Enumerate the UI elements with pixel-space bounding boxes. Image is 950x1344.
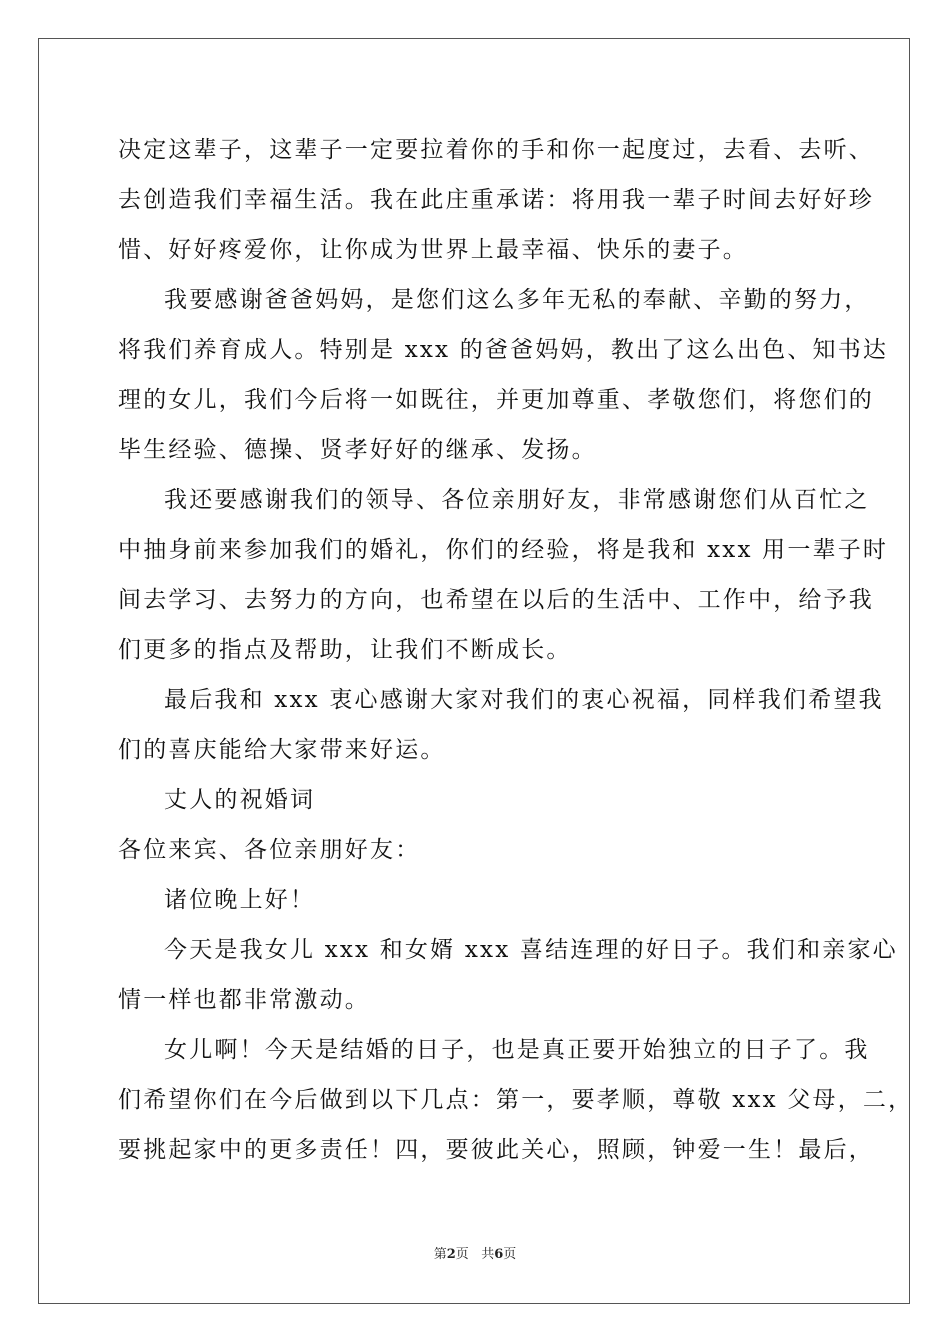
text-line: 将我们养育成人。特别是 xxx 的爸爸妈妈，教出了这么出色、知书达: [118, 337, 889, 363]
text-line: 我要感谢爸爸妈妈，是您们这么多年无私的奉献、辛勤的努力，: [164, 287, 870, 313]
total-page-count: 6: [494, 1247, 504, 1262]
page-prefix: 第: [433, 1247, 447, 1262]
text-line: 间去学习、去努力的方向，也希望在以后的生活中、工作中，给予我: [118, 587, 874, 613]
page-suffix: 页: [455, 1247, 469, 1262]
text-line: 惜、好好疼爱你，让你成为世界上最幸福、快乐的妻子。: [118, 237, 748, 263]
text-line: 毕生经验、德操、贤孝好好的继承、发扬。: [118, 437, 597, 463]
section-heading: 丈人的祝婚词: [164, 787, 316, 813]
salutation: 各位来宾、各位亲朋好友：: [118, 837, 421, 863]
text-line: 理的女儿，我们今后将一如既往，并更加尊重、孝敬您们，将您们的: [118, 387, 874, 413]
text-line: 们希望你们在今后做到以下几点：第一，要孝顺，尊敬 xxx 父母，二，: [118, 1087, 914, 1113]
greeting: 诸位晚上好！: [164, 887, 316, 913]
page-footer: [0, 1247, 950, 1263]
total-suffix: 页: [503, 1247, 517, 1262]
text-line: 最后我和 xxx 衷心感谢大家对我们的衷心祝福，同样我们希望我: [164, 687, 884, 713]
text-line: 女儿啊！今天是结婚的日子，也是真正要开始独立的日子了。我: [164, 1037, 870, 1063]
text-line: 要挑起家中的更多责任！四，要彼此关心，照顾，钟爱一生！最后，: [118, 1137, 874, 1163]
current-page-number: 2: [446, 1247, 456, 1262]
text-line: 去创造我们幸福生活。我在此庄重承诺：将用我一辈子时间去好好珍: [118, 187, 874, 213]
text-line: 今天是我女儿 xxx 和女婿 xxx 喜结连理的好日子。我们和亲家心: [164, 937, 898, 963]
total-prefix: 共: [481, 1247, 495, 1262]
text-line: 我还要感谢我们的领导、各位亲朋好友，非常感谢您们从百忙之: [164, 487, 870, 513]
text-line: 中抽身前来参加我们的婚礼，你们的经验，将是我和 xxx 用一辈子时: [118, 537, 889, 563]
text-line: 决定这辈子，这辈子一定要拉着你的手和你一起度过，去看、去听、: [118, 137, 874, 163]
text-line: 们的喜庆能给大家带来好运。: [118, 737, 446, 763]
text-line: 情一样也都非常激动。: [118, 987, 370, 1013]
text-line: 们更多的指点及帮助，让我们不断成长。: [118, 637, 572, 663]
